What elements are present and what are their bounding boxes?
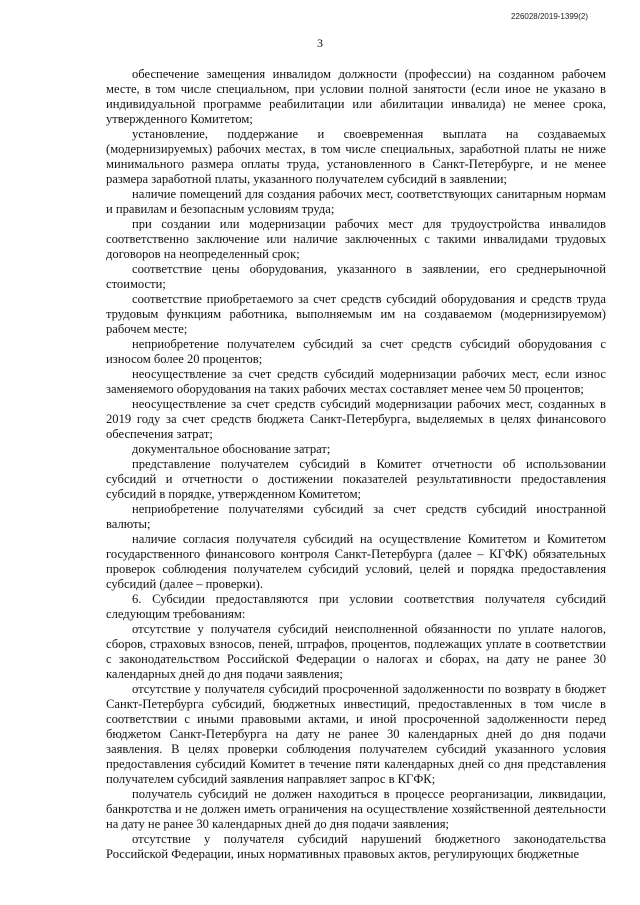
paragraph: соответствие цены оборудования, указанного в заявлении, его среднерыночной стоимости; bbox=[106, 262, 606, 291]
paragraph: представление получателем субсидий в Комитет отчетности об использовании субсидий и отчетности о достижении показателей результативности предоставления субсидий в порядке, утвержденном Комитетом; bbox=[106, 457, 606, 501]
paragraph: отсутствие у получателя субсидий просроченной задолженности по возврату в бюджет Санкт-Петербурга субсидий, бюджетных инвестиций, предоставленных в том числе в соответствии с иными правовыми актами, и иной просроченной задолженности перед бюджетом Санкт-Петербурга на дату не ранее 30 календарных дней до дня подачи заявления. В целях проверки соблюдения получателем субсидий указанного условия предоставления субсидий Комитет в течение пяти календарных дней со дня представления получателем субсидий заявления направляет запрос в КГФК; bbox=[106, 682, 606, 786]
page-number: 3 bbox=[317, 36, 323, 50]
paragraph: при создании или модернизации рабочих мест для трудоустройства инвалидов соответственно заключение или наличие заключенных с такими инвалидами трудовых договоров на неопределенный срок; bbox=[106, 217, 606, 261]
paragraph: неосуществление за счет средств субсидий модернизации рабочих мест, созданных в 2019 году за счет средств бюджета Санкт-Петербурга, выделяемых в целях финансового обеспечения затрат; bbox=[106, 397, 606, 441]
paragraph: отсутствие у получателя субсидий неисполненной обязанности по уплате налогов, сборов, страховых взносов, пеней, штрафов, процентов, подлежащих уплате в соответствии с законодательством Российской Федерации о налогах и сборах, на дату не ранее 30 календарных дней до дня подачи заявления; bbox=[106, 622, 606, 681]
paragraph: наличие помещений для создания рабочих мест, соответствующих санитарным нормам и правилам и безопасным условиям труда; bbox=[106, 187, 606, 216]
paragraph: неприобретение получателем субсидий за счет средств субсидий оборудования с износом более 20 процентов; bbox=[106, 337, 606, 366]
document-body bbox=[106, 67, 606, 862]
paragraph: наличие согласия получателя субсидий на осуществление Комитетом и Комитетом государственного финансового контроля Санкт-Петербурга (далее – КГФК) обязательных проверок соблюдения получателем субсидий условий, целей и порядка предоставления субсидий (далее – проверки). bbox=[106, 532, 606, 591]
paragraph: неприобретение получателями субсидий за счет средств субсидий иностранной валюты; bbox=[106, 502, 606, 531]
paragraph: отсутствие у получателя субсидий нарушений бюджетного законодательства Российской Федерации, иных нормативных правовых актов, регулирующих бюджетные bbox=[106, 832, 606, 861]
document-id: 226028/2019-1399(2) bbox=[511, 12, 588, 21]
paragraph: установление, поддержание и своевременная выплата на создаваемых (модернизируемых) рабочих местах, в том числе специальных, заработной платы не ниже минимального размера оплаты труда, установленного в Санкт-Петербурге, и не менее размера заработной платы, указанного получателем субсидий в заявлении; bbox=[106, 127, 606, 186]
paragraph: соответствие приобретаемого за счет средств субсидий оборудования и средств труда трудовым функциям работника, выполняемым им на создаваемом (модернизируемом) рабочем месте; bbox=[106, 292, 606, 336]
paragraph: 6. Субсидии предоставляются при условии соответствия получателя субсидий следующим требованиям: bbox=[106, 592, 606, 621]
paragraph: обеспечение замещения инвалидом должности (профессии) на созданном рабочем месте, в том числе специальном, при условии полной занятости (если иное не указано в индивидуальной программе реабилитации или абилитации инвалида) не менее срока, утвержденного Комитетом; bbox=[106, 67, 606, 126]
paragraph: документальное обоснование затрат; bbox=[132, 442, 331, 456]
paragraph: получатель субсидий не должен находиться в процессе реорганизации, ликвидации, банкротства и не должен иметь ограничения на осуществление хозяйственной деятельности на дату не ранее 30 календарных дней до дня подачи заявления; bbox=[106, 787, 606, 831]
paragraph: неосуществление за счет средств субсидий модернизации рабочих мест, если износ заменяемого оборудования на таких рабочих местах составляет менее чем 50 процентов; bbox=[106, 367, 606, 396]
